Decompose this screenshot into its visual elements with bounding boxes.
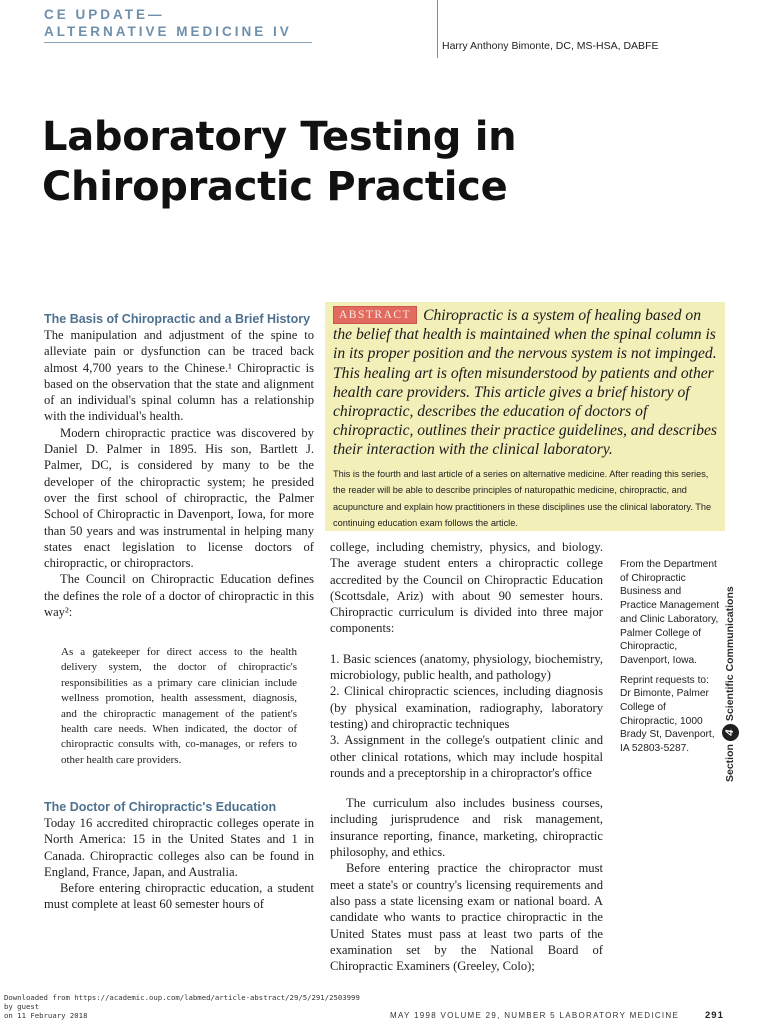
section-heading-history: The Basis of Chiropractic and a Brief History [44,312,311,326]
title-line-2: Chiropractic Practice [42,164,508,210]
page-number: 291 [705,1010,724,1021]
sidebar-notes [620,558,720,762]
journal-footer: MAY 1998 VOLUME 29, NUMBER 5 LABORATORY MEDICINE [390,1011,680,1020]
section-word: Section [724,744,736,782]
paragraph-curriculum-intro: college, including chemistry, physics, and biology. The average student enters a chiropractic college accredited by the Council on Chiropractic Education (Scottsdale, Ariz) with about 90 semester hours. Chiropractic curriculum is divided into three major components: [330,540,603,636]
list-item-clinic-assignment: 3. Assignment in the college's outpatient clinic and other clinical rotations, which may include hospital rounds and a preceptorship in a chiropractor's office [330,733,603,780]
left-column-upper [44,311,314,620]
section-label-vertical [722,586,739,782]
reprint-requests: Reprint requests to: Dr Bimonte, Palmer College of Chiropractic, 1000 Brady St, Davenport, IA 52803-5287. [620,674,715,755]
series-label [44,6,344,40]
list-item-basic-sciences: 1. Basic sciences (anatomy, physiology, biochemistry, microbiology, public health, and pathology) [330,651,603,683]
download-watermark [4,993,360,1020]
middle-column [330,539,603,974]
paragraph-history-3: The Council on Chiropractic Education defines the defines the role of a doctor of chiropractic in this way²: [44,572,314,620]
series-divider [44,42,312,43]
header-vertical-divider [437,0,438,58]
paragraph-history-2: Modern chiropractic practice was discovered by Daniel D. Palmer in 1895. His son, Bartlett J. Palmer, DC, is considered by many to be the developer of the chiropractic system; he presided over the first school of chiropractic, the Palmer School of Chiropractic in Davenport, Iowa, for more than 50 years and was instrumental in helping many states enact legislation to license doctors of chiropractic, or chiropractors. [44,425,314,571]
section-heading-education: The Doctor of Chiropractic's Education [44,800,277,814]
title-line-1: Laboratory Testing in [42,114,517,160]
section-number-badge: 4 [722,724,739,741]
abstract-tag: ABSTRACT [333,306,417,324]
series-line-2: ALTERNATIVE MEDICINE IV [44,24,292,39]
block-quote: As a gatekeeper for direct access to the health delivery system, the doctor of chiropractic's responsibilities as a primary care clinician include wellness promotion, health assessment, diagnosis, and the chiropractic management of the patient's health care needs. When indicated, the doctor of chiropractic consults with, co-manages, or refers to other health care providers. [61,646,297,766]
left-column-lower [44,799,314,913]
paragraph-history-1: The manipulation and adjustment of the spine to alleviate pain or dysfunction can be traced back almost 4,700 years to the Chinese.¹ Chiropractic is based on the observation that the state and alignment of an individual's spinal column has a relationship with the individual's health. [44,328,314,424]
article-title [42,112,602,212]
series-line-1: CE UPDATE— [44,7,165,22]
download-line-2: by guest [4,1002,40,1011]
author-affiliation: From the Department of Chiropractic Business and Practice Management and Clinic Laboratory, Palmer College of Chiropractic, Davenport, Iowa. [620,559,720,666]
paragraph-education-1: Today 16 accredited chiropractic colleges operate in North America: 15 in the United States and 1 in Canada. Chiropractic colleges also can be found in England, France, Japan, and Australia. [44,816,314,879]
section-name: Scientific Communications [724,586,736,722]
abstract-text: Chiropractic is a system of healing based on the belief that health is maintained when the spinal column is in its proper position and the nervous system is not impinged. This healing art is often misunderstood by patients and other health care providers. This article gives a brief history of chiropractic, describes the education of doctors of chiropractic, outlines their practice guidelines, and describes their interaction with the clinical laboratory. [333,307,717,459]
author-byline: Harry Anthony Bimonte, DC, MS-HSA, DABFE [442,40,659,52]
download-line-3: on 11 February 2018 [4,1011,88,1020]
paragraph-education-2: Before entering chiropractic education, a student must complete at least 60 semester hours of [44,881,314,912]
paragraph-licensing: Before entering practice the chiropractor must meet a state's or country's licensing requirements and also pass a state licensing exam or national board. A candidate who wants to practice chiropractic in the United States must pass at least two parts of the examination set by the National Board of Chiropractic Examiners (Greeley, Colo); [330,861,603,974]
list-item-clinical-sciences: 2. Clinical chiropractic sciences, including diagnosis (by physical examination, radiography, laboratory testing) and chiropractic techniques [330,684,603,731]
abstract-series-note: This is the fourth and last article of a series on alternative medicine. After reading this series, the reader will be able to describe principles of naturopathic medicine, chiropractic, and acupuncture and explain how practitioners in these disciplines use the clinical laboratory. The continuing education exam follows the article. [333,469,712,528]
download-line-1: Downloaded from https://academic.oup.com/labmed/article-abstract/29/5/291/2503999 [4,993,360,1002]
paragraph-business-courses: The curriculum also includes business courses, including jurisprudence and risk management, insurance reporting, finance, marketing, chiropractic philosophy, and ethics. [330,796,603,860]
abstract-lead [333,306,721,460]
